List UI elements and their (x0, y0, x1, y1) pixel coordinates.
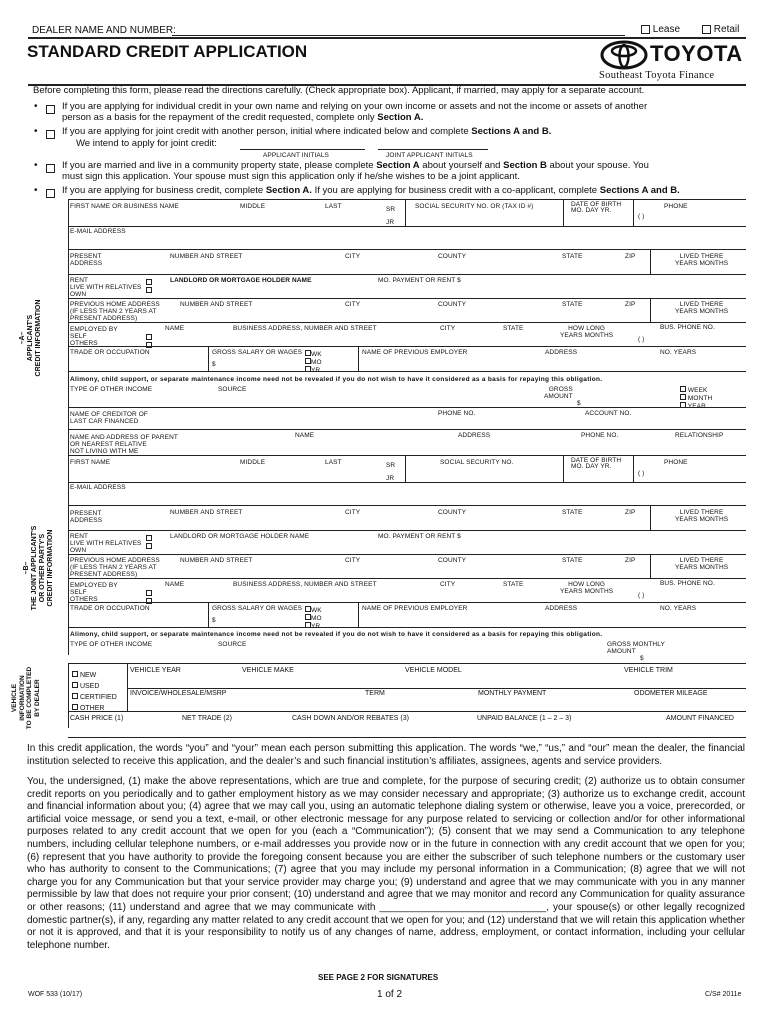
b-residence-type-labels: RENT LIVE WITH RELATIVES OWN (70, 533, 142, 554)
bullet: • (34, 101, 38, 112)
applicant-initials-label: APPLICANT INITIALS (263, 152, 329, 159)
prev-city-label: CITY (345, 301, 361, 308)
section-b-side-label: –B– THE JOINT APPLICANT'S OR OTHER PARTY'S CREDIT INFORMATION (23, 525, 54, 611)
b-gross-monthly-label: GROSS MONTHLY AMOUNT (607, 641, 665, 655)
business-checkbox[interactable] (46, 185, 55, 203)
community-checkbox[interactable] (46, 160, 55, 178)
unpaid-balance-label: UNPAID BALANCE (1 – 2 – 3) (477, 715, 572, 722)
dob-label: DATE OF BIRTH MO. DAY YR. (571, 201, 622, 214)
source-label: SOURCE (218, 386, 247, 393)
section-a-left (68, 199, 69, 489)
county-label: COUNTY (438, 253, 467, 260)
b-sr-label: SR (386, 462, 396, 469)
number-street-label: NUMBER AND STREET (170, 253, 243, 260)
lease-checkbox[interactable] (641, 25, 650, 34)
emp-state-label: STATE (503, 325, 524, 332)
middle-label: MIDDLE (240, 203, 266, 210)
individual-checkbox[interactable] (46, 101, 55, 119)
creditor-label: NAME OF CREDITOR OF LAST CAR FINANCED (70, 411, 148, 425)
b3-line2: must sign this application. Your spouse must sign this application only if he/she wishes to be a joint applicant. (62, 171, 520, 182)
dealer-label: DEALER NAME AND NUMBER: (32, 25, 176, 36)
b-jr-label: JR (386, 475, 395, 482)
definitions-paragraph: In this credit application, the words “you” and “your” mean each person submitting this application. The words “we,” “us,” and “our” mean the dealer, the financial institution selected to receive this application, and the dealer’s and such financial institution’s affiliates, assignees, agents and service providers. (27, 743, 745, 767)
parent-label: NAME AND ADDRESS OF PARENT OR NEAREST RELATIVE NOT LIVING WITH ME (70, 434, 178, 455)
city-label: CITY (345, 253, 361, 260)
invoice-label: INVOICE/WHOLESALE/MSRP (130, 690, 227, 697)
b-prev-city-label: CITY (345, 557, 361, 564)
dealer-name-field[interactable] (172, 35, 625, 36)
b2-line2: We intend to apply for joint credit: (76, 138, 217, 149)
authorization-paragraph: You, the undersigned, (1) make the above representations, which are true and complete, for the purpose of securing credit; (2) authorize us to obtain consumer credit reports on you periodically and to gather employment history as we may consider necessary and appropriate; (3) authorize us to exchange credit, account and financial information about you; (4) agree that we may call you, using an automatic telephone dialing system or otherwise, leave you a voice, prerecorded, or artificial voice message, or send you a text, e-mail, or other electronic message for any purpose related to servicing or collection and/or for other informational purposes related to any credit account that we open for you (each a “Communication”); (5) consent that we may send a Communication to any telephone numbers, including cellular telephone numbers, or e-mail addresses you provide now or in the future in connection with any credit account that we open for you; (6) represent that you have authority to provide the foregoing consent because you are either the subscriber of such telephone numbers or the customary user who has authority to consent to the Communications; (7) agree that you may include my personal information in a Communication; (8) agree that we will not charge you for any Communication but that your service provider may charge you; (9) understand and agree that we may communicate with you in any manner permissible by law that does not require your prior consent; (10) understand and agree that we may monitor and record any Communication for quality assurance or other reasons; (11) understand and agree that we may communicate with ______________________________, your spouse(s) or other legally recognized domestic partner(s), if any, regarding any matter related to any credit account that we open for you; and (12) understand that we will retain this application whether or not it is approved, and that it is your responsibility to notify us of any changes of name, address, employment, or contact information, including your cellular telephone number. (27, 776, 745, 951)
b-bus-phone-label: BUS. PHONE NO. (660, 580, 715, 587)
account-no-label: ACCOUNT NO. (585, 410, 632, 417)
prev-zip-label: ZIP (625, 301, 636, 308)
b-source-label: SOURCE (218, 641, 247, 648)
bullet: • (34, 160, 38, 171)
term-label: TERM (365, 690, 385, 697)
b-zip-label: ZIP (625, 509, 636, 516)
relationship-label: RELATIONSHIP (675, 432, 724, 439)
pay-period-options[interactable]: WK MO YR (305, 350, 322, 374)
b-prev-number-street-label: NUMBER AND STREET (180, 557, 253, 564)
prev-employer-address-label: ADDRESS (545, 349, 578, 356)
b-gross-monthly-dollar: $ (640, 655, 644, 662)
last-label: LAST (325, 203, 342, 210)
vehicle-trim-label: VEHICLE TRIM (624, 667, 673, 674)
business-address-label: BUSINESS ADDRESS, NUMBER AND STREET (233, 325, 377, 332)
finance-name: Southeast Toyota Finance (599, 70, 715, 81)
amount-financed-label: AMOUNT FINANCED (666, 715, 734, 722)
emp-city-label: CITY (440, 325, 456, 332)
b-prev-county-label: COUNTY (438, 557, 467, 564)
trade-label: TRADE OR OCCUPATION (70, 349, 150, 356)
how-long-label: HOW LONG YEARS MONTHS (560, 325, 614, 339)
b2-line1: If you are applying for joint credit with another person, initial where indicated below and complete Sections A and B. (62, 126, 552, 137)
b-how-long-label: HOW LONG YEARS MONTHS (560, 581, 614, 595)
b-gross-salary-label: GROSS SALARY OR WAGES (212, 605, 303, 612)
prev-employer-label: NAME OF PREVIOUS EMPLOYER (362, 349, 468, 356)
b-prev-zip-label: ZIP (625, 557, 636, 564)
other-income-label: TYPE OF OTHER INCOME (70, 386, 153, 393)
vehicle-model-label: VEHICLE MODEL (405, 667, 462, 674)
monthly-payment-label: MONTHLY PAYMENT (478, 690, 547, 697)
bus-phone-paren: ( ) (638, 336, 645, 343)
b-other-income-label: TYPE OF OTHER INCOME (70, 641, 153, 648)
b-prev-employer-label: NAME OF PREVIOUS EMPLOYER (362, 605, 468, 612)
b-last-label: LAST (325, 459, 342, 466)
mo-payment-label: MO. PAYMENT OR RENT $ (378, 277, 461, 284)
b-emp-state-label: STATE (503, 581, 524, 588)
gross-salary-label: GROSS SALARY OR WAGES (212, 349, 303, 356)
retail-option[interactable]: Retail (702, 24, 739, 35)
phone-paren: ( ) (638, 213, 645, 220)
b-employed-by-label: EMPLOYED BY SELF OTHERS (70, 582, 118, 603)
cash-down-label: CASH DOWN AND/OR REBATES (3) (292, 715, 409, 722)
state-label: STATE (562, 253, 583, 260)
b-business-address-label: BUSINESS ADDRESS, NUMBER AND STREET (233, 581, 377, 588)
b-state-label: STATE (562, 509, 583, 516)
zip-label: ZIP (625, 253, 636, 260)
intro-line: Before completing this form, please read the directions carefully. (Check appropriate box). Applicant, if married, may apply for a separate account. (33, 85, 645, 96)
header-rule (28, 37, 746, 39)
b-phone-label: PHONE (664, 459, 688, 466)
form-number: WOF 533 (10/17) (28, 991, 83, 998)
section-a-side-label: –A– APPLICANT'S CREDIT INFORMATION (19, 299, 42, 377)
b-phone-paren: ( ) (638, 470, 645, 477)
b-mo-payment-label: MO. PAYMENT OR RENT $ (378, 533, 461, 540)
b-prev-employer-address-label: ADDRESS (545, 605, 578, 612)
prev-county-label: COUNTY (438, 301, 467, 308)
b-city-label: CITY (345, 509, 361, 516)
b-ssn-label: SOCIAL SECURITY NO. (440, 459, 514, 466)
b-prev-state-label: STATE (562, 557, 583, 564)
gross-amount-label: GROSS AMOUNT (544, 386, 573, 400)
cash-price-label: CASH PRICE (1) (70, 715, 124, 722)
b-alimony-notice: Alimony, child support, or separate maintenance income need not be revealed if you do not wish to have it considered as a basis for repaying this obligation. (70, 631, 603, 638)
gross-amount-dollar: $ (577, 400, 581, 407)
lease-option[interactable]: Lease (641, 24, 680, 35)
bullet: • (34, 185, 38, 196)
b-bus-phone-paren: ( ) (638, 592, 645, 599)
b-trade-label: TRADE OR OCCUPATION (70, 605, 150, 612)
b-landlord-label: LANDLORD OR MORTGAGE HOLDER NAME (170, 533, 310, 540)
page-number: 1 of 2 (377, 989, 403, 1000)
joint-initials-field[interactable] (378, 149, 488, 150)
b1-line1: If you are applying for individual credit in your own name and relying on your own income or assets and not the income or assets of another (62, 101, 648, 112)
vehicle-year-label: VEHICLE YEAR (130, 667, 181, 674)
prev-number-street-label: NUMBER AND STREET (180, 301, 253, 308)
page-title: STANDARD CREDIT APPLICATION (27, 42, 308, 61)
prev-state-label: STATE (562, 301, 583, 308)
b-email-label: E-MAIL ADDRESS (70, 484, 126, 491)
vehicle-make-label: VEHICLE MAKE (242, 667, 294, 674)
prev-lived-there-label: LIVED THERE YEARS MONTHS (675, 301, 729, 315)
b-dob-label: DATE OF BIRTH MO. DAY YR. (571, 457, 622, 470)
b-pay-period-options[interactable]: WK MO YR (305, 606, 322, 630)
vehicle-condition-options[interactable]: NEW USED CERTIFIED OTHER (72, 670, 117, 714)
b1-line2: person as a basis for the repayment of the credit requested, complete only Section A. (62, 112, 424, 123)
b-first-name-label: FIRST NAME (70, 459, 111, 466)
odometer-label: ODOMETER MILEAGE (634, 690, 708, 697)
parent-name-label: NAME (295, 432, 315, 439)
see-page-2-note: SEE PAGE 2 FOR SIGNATURES (318, 973, 439, 982)
b-lived-there-label: LIVED THERE YEARS MONTHS (675, 509, 729, 523)
income-period-options[interactable]: WEEK MONTH YEAR (680, 386, 712, 410)
toyota-logo-icon (600, 40, 648, 70)
b-employer-name-label: NAME (165, 581, 185, 588)
ssn-tax-label: SOCIAL SECURITY NO. OR (TAX ID #) (415, 203, 534, 210)
b-gross-salary-dollar: $ (212, 617, 216, 624)
phone-label: PHONE (664, 203, 688, 210)
email-label: E-MAIL ADDRESS (70, 228, 126, 235)
jr-label: JR (386, 219, 395, 226)
applicant-initials-field[interactable] (240, 149, 365, 150)
section-a-top (68, 199, 746, 200)
no-years-label: NO. YEARS (660, 349, 697, 356)
brand-name: TOYOTA (650, 41, 743, 66)
first-name-business-label: FIRST NAME OR BUSINESS NAME (70, 203, 179, 210)
joint-checkbox[interactable] (46, 126, 55, 144)
gross-salary-dollar: $ (212, 361, 216, 368)
landlord-label: LANDLORD OR MORTGAGE HOLDER NAME (170, 277, 312, 284)
sr-label: SR (386, 206, 396, 213)
section-b-left (68, 455, 69, 655)
joint-initials-label: JOINT APPLICANT INITIALS (386, 152, 473, 159)
parent-address-label: ADDRESS (458, 432, 491, 439)
cs-code: C/S# 2011e (705, 991, 742, 998)
b-middle-label: MIDDLE (240, 459, 266, 466)
b-prev-lived-there-label: LIVED THERE YEARS MONTHS (675, 557, 729, 571)
b-residence-checkboxes[interactable] (146, 533, 152, 549)
employer-name-label: NAME (165, 325, 185, 332)
b4-line: If you are applying for business credit, complete Section A. If you are applying for business credit with a co-applicant, complete Sections A and B. (62, 185, 680, 196)
lived-there-label: LIVED THERE YEARS MONTHS (675, 253, 729, 267)
b-present-address-label: PRESENT ADDRESS (70, 510, 103, 524)
vehicle-side-label: VEHICLE INFORMATION TO BE COMPLETED BY DEALER (11, 666, 41, 730)
b-no-years-label: NO. YEARS (660, 605, 697, 612)
b-previous-address-label: PREVIOUS HOME ADDRESS (IF LESS THAN 2 YEARS AT PRESENT ADDRESS) (70, 557, 160, 578)
parent-phone-label: PHONE NO. (581, 432, 619, 439)
previous-address-label: PREVIOUS HOME ADDRESS (IF LESS THAN 2 YEARS AT PRESENT ADDRESS) (70, 301, 160, 322)
bullet: • (34, 126, 38, 137)
residence-type-labels: RENT LIVE WITH RELATIVES OWN (70, 277, 142, 298)
net-trade-label: NET TRADE (2) (182, 715, 232, 722)
b-number-street-label: NUMBER AND STREET (170, 509, 243, 516)
b-emp-city-label: CITY (440, 581, 456, 588)
creditor-phone-label: PHONE NO. (438, 410, 476, 417)
alimony-notice: Alimony, child support, or separate maintenance income need not be revealed if you do not wish to have it considered as a basis for repaying this obligation. (70, 376, 603, 383)
present-address-label: PRESENT ADDRESS (70, 253, 103, 267)
b-county-label: COUNTY (438, 509, 467, 516)
b3-line1: If you are married and live in a community property state, please complete Section A about yourself and Section B about your spouse. You (62, 160, 649, 171)
retail-checkbox[interactable] (702, 25, 711, 34)
employed-by-label: EMPLOYED BY SELF OTHERS (70, 326, 118, 347)
bus-phone-label: BUS. PHONE NO. (660, 324, 715, 331)
residence-checkboxes[interactable] (146, 277, 152, 293)
